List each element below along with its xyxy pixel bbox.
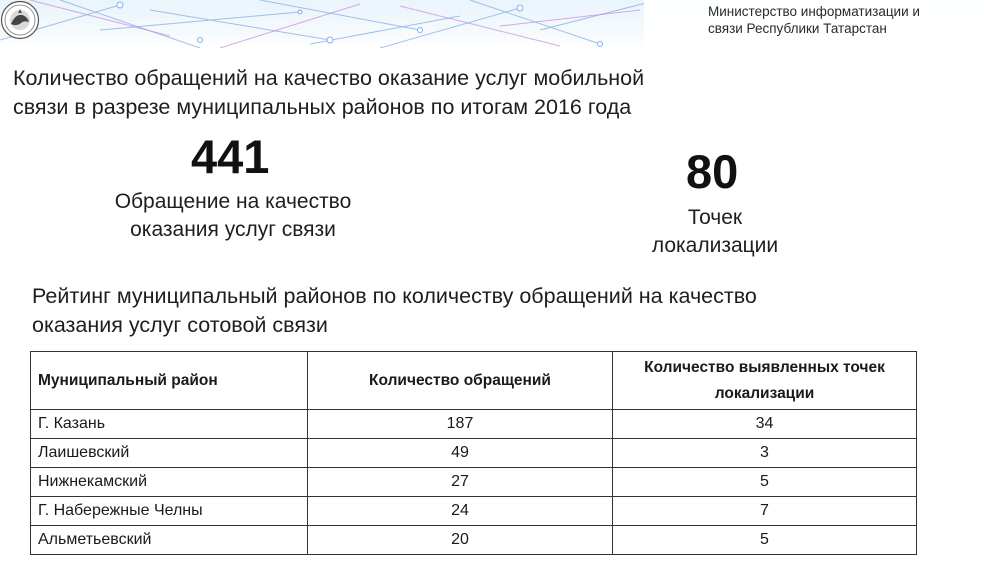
table-row xyxy=(31,439,917,468)
ministry-name xyxy=(708,3,978,37)
ministry-name-line2: связи Республики Татарстан xyxy=(708,21,887,36)
table-row xyxy=(31,526,917,555)
table-header-row xyxy=(31,352,917,410)
cell-district: Нижнекамский xyxy=(31,468,308,497)
rating-title-line2: оказания услуг сотовой связи xyxy=(32,313,328,337)
cell-district: Г. Казань xyxy=(31,410,308,439)
cell-points: 5 xyxy=(613,526,917,555)
cell-count: 187 xyxy=(308,410,613,439)
ministry-name-line1: Министерство информатизации и xyxy=(708,4,920,19)
cell-points: 3 xyxy=(613,439,917,468)
column-header-count: Количество обращений xyxy=(308,352,613,410)
localization-points-value: 80 xyxy=(686,145,739,198)
table-row xyxy=(31,410,917,439)
total-requests-value: 441 xyxy=(191,130,270,183)
total-requests-caption-line2: оказания услуг связи xyxy=(130,218,336,241)
tatarstan-coat-of-arms-icon xyxy=(0,0,40,40)
header-banner xyxy=(0,0,984,48)
cell-points: 7 xyxy=(613,497,917,526)
cell-district: Г. Набережные Челны xyxy=(31,497,308,526)
page-title xyxy=(13,64,783,122)
cell-points: 34 xyxy=(613,410,917,439)
page-title-line2: связи в разрезе муниципальных районов по итогам 2016 года xyxy=(13,95,632,119)
total-requests-caption-line1: Обращение на качество xyxy=(114,190,352,213)
cell-district: Альметьевский xyxy=(31,526,308,555)
cell-points: 5 xyxy=(613,468,917,497)
cell-count: 27 xyxy=(308,468,613,497)
rating-title-line1: Рейтинг муниципальный районов по количеству обращений на качество xyxy=(32,284,757,308)
rating-title xyxy=(32,282,932,340)
cell-count: 49 xyxy=(308,439,613,468)
page-title-line1: Количество обращений на качество оказание услуг мобильной xyxy=(13,66,645,90)
table-row xyxy=(31,497,917,526)
table-row xyxy=(31,468,917,497)
cell-district: Лаишевский xyxy=(31,439,308,468)
cell-count: 24 xyxy=(308,497,613,526)
cell-count: 20 xyxy=(308,526,613,555)
column-header-district: Муниципальный район xyxy=(31,352,308,410)
column-header-points xyxy=(613,352,917,410)
column-header-points-line1: Количество выявленных точек xyxy=(644,358,885,376)
localization-points-caption-line2: локализации xyxy=(651,234,779,257)
total-requests-caption xyxy=(68,188,398,244)
localization-points-caption xyxy=(615,204,815,260)
column-header-points-line2: локализации xyxy=(714,384,815,402)
localization-points-caption-line1: Точек xyxy=(687,206,743,229)
district-rating-table xyxy=(30,351,917,555)
